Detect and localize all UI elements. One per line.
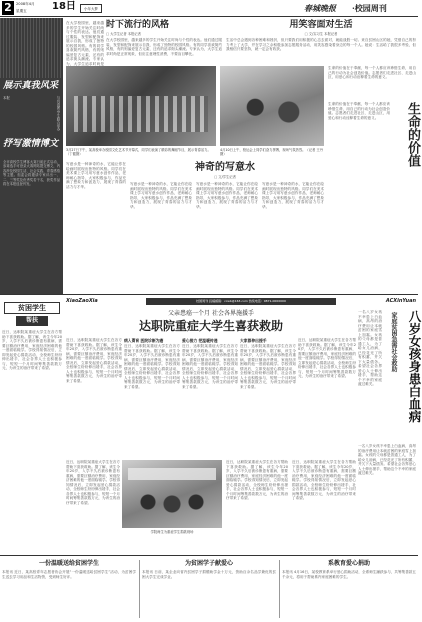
top-right-article-body: 生活中总会遇到各种困难和挫折，但只要我们用积极的心态去面对，就能战胜一切。来自贫困山区的她，凭借自己的努力考上了大学，并在学习之余积极参加志愿服务活动，用笑容感染着身边的每一个人。她说：生活给了我很多考验，但我相信只要坚持，就一定会有收获。 [226, 38, 416, 51]
footer-col2 [142, 558, 276, 620]
bottom-main-title: 达职院重症大学生喜获救助 [138, 319, 283, 333]
footer-divider-2 [279, 560, 280, 618]
middle-article-title: 神奇的写意水 [195, 162, 255, 173]
top-left-article [66, 20, 224, 64]
right-column-body-top: 生命的价值在于奉献，每一个人都应该珍惜生命，用自己的行动为社会创造价值。志愿者们走进社区、走进山区，用爱心和行动诠释着生命的意义。 [328, 66, 416, 79]
bottom-right-body-top: 一名八岁女孩不幸患上白血病，高昂的治疗费用让本就贫困的家庭雪上加霜。女孩的父母都是普通工人，为了给女儿治病，已经花光了所有积蓄，并欠下大量债务。希望社会各界爱心人士伸出援手，帮助这个不幸的家庭渡过难关。 [358, 310, 382, 386]
banner-tag-right: 与共青团·学生联合举办 [56, 96, 60, 132]
masthead-date: 2008年4月 [16, 2, 35, 6]
bottom-main-col6: 近日，达职院某重症大学生在各方帮助下喜获救助。据了解，该生今年20岁，入学不久后被诊断患有重病，需要巨额治疗费用，家庭经济困难的他一度面临辍学。学校得知情况后，立即发起爱心捐款活动，全校师生纷纷伸出援手，社会各界人士也积极参与，短短一个月时间筹集善款数万元，为该生的治疗带来了希望。 [66, 460, 120, 505]
top-right-article-byline: □ 文/实习生 本报记者 [304, 32, 338, 36]
banner-tag-left: 本报 [3, 96, 10, 100]
footer-col3 [282, 558, 416, 620]
banner-stripe-pattern [0, 18, 63, 78]
photo-sports-caption: 4月10日上午，校运会上同学们奋力拼搏，现场气氛热烈。（记者 王丹摄） [220, 148, 323, 156]
banner-headline-1: 展示真我风采 [3, 80, 59, 91]
bottom-main-col4: 近日，达职院某重症大学生在各方帮助下喜获救助。据了解，该生今年20岁，入学不久后被诊断患有重病，需要巨额治疗费用，家庭经济困难的他一度面临辍学。学校得知情况后，立即发起爱心捐款活动，全校师生纷纷伸出援手，社会各界人士也积极参与，短短一个月时间筹集善款数万元，为该生的治疗带来了希望。 [240, 344, 296, 389]
bottom-right-body: 一名八岁女孩不幸患上白血病，高昂的治疗费用让本就贫困的家庭雪上加霜。女孩的父母都是普通工人，为了给女儿治病，已经花光了所有积蓄，并欠下大量债务。希望社会各界爱心人士伸出援手，帮助这个不幸的家庭渡过难关。 [358, 444, 416, 475]
footer-col3-title: 系教育爱心捐助 [327, 560, 370, 567]
masthead-left-box: 小年大梦 [80, 4, 102, 13]
banner-body: 全市高校学生博客大赛日前正式启动，参赛选手可登录大赛网站提交博文，内容涉及校园生活、社会实践、青春感悟等主题。组委会将邀请专家评出一、二、三等奖及优秀奖若干名，获奖作品将在本报选登刊发。 [3, 160, 60, 187]
masthead [0, 0, 418, 18]
page-number: 2 [2, 1, 14, 15]
top-right-article [226, 20, 416, 64]
left-banner [0, 18, 63, 294]
middle-article-col2: 写意水是一种神奇的水，它能让你在绘画时展现出独特的风格。同学们在美术课上学习用写意水创作作品，老师耐心指导，大家积极参与，作品充满了想象力和创造力，展现了青春的活力与才华。 [130, 182, 192, 209]
top-left-article-body-cont: 在大学校园里，越来越多的学生开始关注时尚与个性的表达。他们通过服装、发型和配饰来展示自我，形成了独特的校园风格。有的同学喜欢简约风格，有的则偏爱复古元素，还有的追求街头潮流。专家认为，大学生追求时尚是正常现象，但应注意理性消费，不要盲目攀比。 [106, 38, 222, 56]
photo-sports-meet [220, 66, 324, 146]
bottom-main-subhead1: 病入膏肓 医院诊断为癌 [124, 338, 164, 343]
bottom-header-left: XiaoZaoXia [66, 298, 98, 304]
right-column [328, 66, 420, 292]
photo-donation-banner [128, 468, 216, 480]
masthead-day: 18日 [52, 1, 76, 12]
masthead-paper-name: 春城晚报 [304, 3, 336, 13]
footer-col2-body: 本报讯 日前，某企业向省内贫困学子捐赠助学金十万元，资助百余名品学兼优的贫困大学生完成学业。 [142, 570, 276, 579]
bottom-left-column [2, 296, 64, 552]
photo-donation-event [122, 460, 222, 528]
bottom-left-box-title: 贫困学生 [4, 302, 60, 314]
bottom-main-article [66, 310, 356, 552]
right-column-title: 生命的价值 [405, 102, 420, 167]
photo-dance-performance [66, 66, 216, 146]
bottom-main-col7: 近日，达职院某重症大学生在各方帮助下喜获救助。据了解，该生今年20岁，入学不久后被诊断患有重病，需要巨额治疗费用，家庭经济困难的他一度面临辍学。学校得知情况后，立即发起爱心捐款活动，全校师生纷纷伸出援手，社会各界人士也积极参与，短短一个月时间筹集善款数万元，为该生的治疗带来了希望。 [226, 460, 288, 500]
bottom-right-title: 八岁女孩身患白血病 [407, 310, 422, 423]
section-divider-top [0, 294, 418, 295]
photo-sports-athletes [230, 88, 314, 136]
middle-article-col1: 写意水是一种神奇的水，它能让你在绘画时展现出独特的风格。同学们在美术课上学习用写意水创作作品，老师耐心指导，大家积极参与，作品充满了想象力和创造力，展现了青春的活力与才华。 [66, 162, 126, 189]
bottom-header-right: ACXinYuan [385, 298, 416, 304]
photo-donation-caption: 学院师生为重症学生捐款现场 [150, 530, 194, 534]
banner-headline-2: 抒写激情博文 [3, 138, 59, 149]
masthead-section-name: ·校园周刊 [352, 3, 387, 13]
bottom-main-col3: 近日，达职院某重症大学生在各方帮助下喜获救助。据了解，该生今年20岁，入学不久后被诊断患有重病，需要巨额治疗费用，家庭经济困难的他一度面临辍学。学校得知情况后，立即发起爱心捐款活动，全校师生纷纷伸出援手，社会各界人士也积极参与，短短一个月时间筹集善款数万元，为该生的治疗带来了希望。 [182, 344, 238, 389]
bottom-header-center: 校园周刊 投稿邮箱：ccwb@163.com 热线电话：0871-0000000 [146, 298, 336, 305]
footer-col2-title: 为贫困学子献爱心 [184, 560, 233, 567]
bottom-left-body: 近日，达职院某重症大学生在各方帮助下喜获救助。据了解，该生今年20岁，入学不久后被诊断患有重病，需要巨额治疗费用，家庭经济困难的他一度面临辍学。学校得知情况后，立即发起爱心捐款活动，全校师生纷纷伸出援手，社会各界人士也积极参与，短短一个月时间筹集善款数万元，为该生的治疗带来了希望。 [2, 330, 62, 370]
middle-article [66, 162, 324, 292]
footer-col1-body: 本报讯 近日，某高校青年志愿者协会开展“一份温暖送给贫困学生”活动，为贫困学生送去学习用品和生活物资，受到师生好评。 [2, 570, 136, 579]
photo-dance-caption: 3月27日下午，某高校举办校园文化艺术节开幕式，同学们表演了精彩的舞蹈节目，展示青春活力。（丁健摄） [66, 148, 211, 156]
bottom-main-subhead2: 爱心接力 把温暖传递 [182, 338, 218, 343]
bottom-main-col1: 近日，达职院某重症大学生在各方帮助下喜获救助。据了解，该生今年20岁，入学不久后被诊断患有重病，需要巨额治疗费用，家庭经济困难的他一度面临辍学。学校得知情况后，立即发起爱心捐款活动，全校师生纷纷伸出援手，社会各界人士也积极参与，短短一个月时间筹集善款数万元，为该生的治疗带来了希望。 [66, 338, 122, 383]
middle-article-col3: 写意水是一种神奇的水，它能让你在绘画时展现出独特的风格。同学们在美术课上学习用写意水创作作品，老师耐心指导，大家积极参与，作品充满了想象力和创造力，展现了青春的活力与才华。 [196, 182, 258, 209]
footer-rule [0, 555, 418, 556]
bottom-main-col5: 近日，达职院某重症大学生在各方帮助下喜获救助。据了解，该生今年20岁，入学不久后被诊断患有重病，需要巨额治疗费用，家庭经济困难的他一度面临辍学。学校得知情况后，立即发起爱心捐款活动，全校师生纷纷伸出援手，社会各界人士也积极参与，短短一个月时间筹集善款数万元，为该生的治疗带来了希望。 [298, 338, 356, 378]
bottom-left-box-sub: 帮扶 [16, 316, 48, 326]
top-left-article-body: 在大学校园里，越来越多的学生开始关注时尚与个性的表达。他们通过服装、发型和配饰来展示自我，形成了独特的校园风格。有的同学喜欢简约风格，有的则偏爱复古元素，还有的追求街头潮流。专家认为，大学生追求时尚是 [66, 21, 104, 66]
right-column-body: 生命的价值在于奉献，每一个人都应该珍惜生命，用自己的行动为社会创造价值。志愿者们走进社区、走进山区，用爱心和行动诠释着生命的意义。 [328, 102, 390, 120]
footer-col3-body: 本报讯 4月16日，某校教育系举行爱心捐助活动，全系师生踊跃参与，共筹集善款五千余元，将用于帮助系内家庭困难的学生。 [282, 570, 416, 579]
middle-article-col4: 写意水是一种神奇的水，它能让你在绘画时展现出独特的风格。同学们在美术课上学习用写意水创作作品，老师耐心指导，大家积极参与，作品充满了想象力和创造力，展现了青春的活力与才华。 [262, 182, 324, 209]
bottom-main-kicker: 父亲患癌一个月 社会各界施援手 [168, 310, 254, 317]
bottom-right-subtitle: 家庭贫困急需社会救助 [390, 312, 397, 372]
photo-donation-people [132, 486, 212, 526]
middle-article-byline: □ 文/学生记者 [214, 175, 236, 179]
masthead-weekday: 星期五 [16, 9, 27, 13]
top-left-article-title: 时下流行的风格 [106, 20, 170, 30]
bottom-main-col2: 近日，达职院某重症大学生在各方帮助下喜获救助。据了解，该生今年20岁，入学不久后被诊断患有重病，需要巨额治疗费用，家庭经济困难的他一度面临辍学。学校得知情况后，立即发起爱心捐款活动，全校师生纷纷伸出援手，社会各界人士也积极参与，短短一个月时间筹集善款数万元，为该生的治疗带来了希望。 [124, 344, 180, 389]
footer-divider-1 [139, 560, 140, 618]
bottom-right-article [358, 310, 422, 552]
footer [0, 558, 418, 622]
bottom-header-bar [66, 296, 416, 308]
footer-col1-title: 一份温暖送给贫困学生 [38, 560, 99, 567]
bottom-main-subhead3: 大家都伸出援手 [240, 338, 267, 343]
footer-col1 [2, 558, 136, 620]
top-left-article-byline: □ 大学生记者 本报记者 [106, 32, 141, 36]
top-right-article-title: 用笑容面对生活 [289, 20, 353, 30]
photo-dance-figures [74, 96, 208, 132]
bottom-main-col8: 近日，达职院某重症大学生在各方帮助下喜获救助。据了解，该生今年20岁，入学不久后被诊断患有重病，需要巨额治疗费用，家庭经济困难的他一度面临辍学。学校得知情况后，立即发起爱心捐款活动，全校师生纷纷伸出援手，社会各界人士也积极参与，短短一个月时间筹集善款数万元，为该生的治疗带来了希望。 [292, 460, 356, 500]
